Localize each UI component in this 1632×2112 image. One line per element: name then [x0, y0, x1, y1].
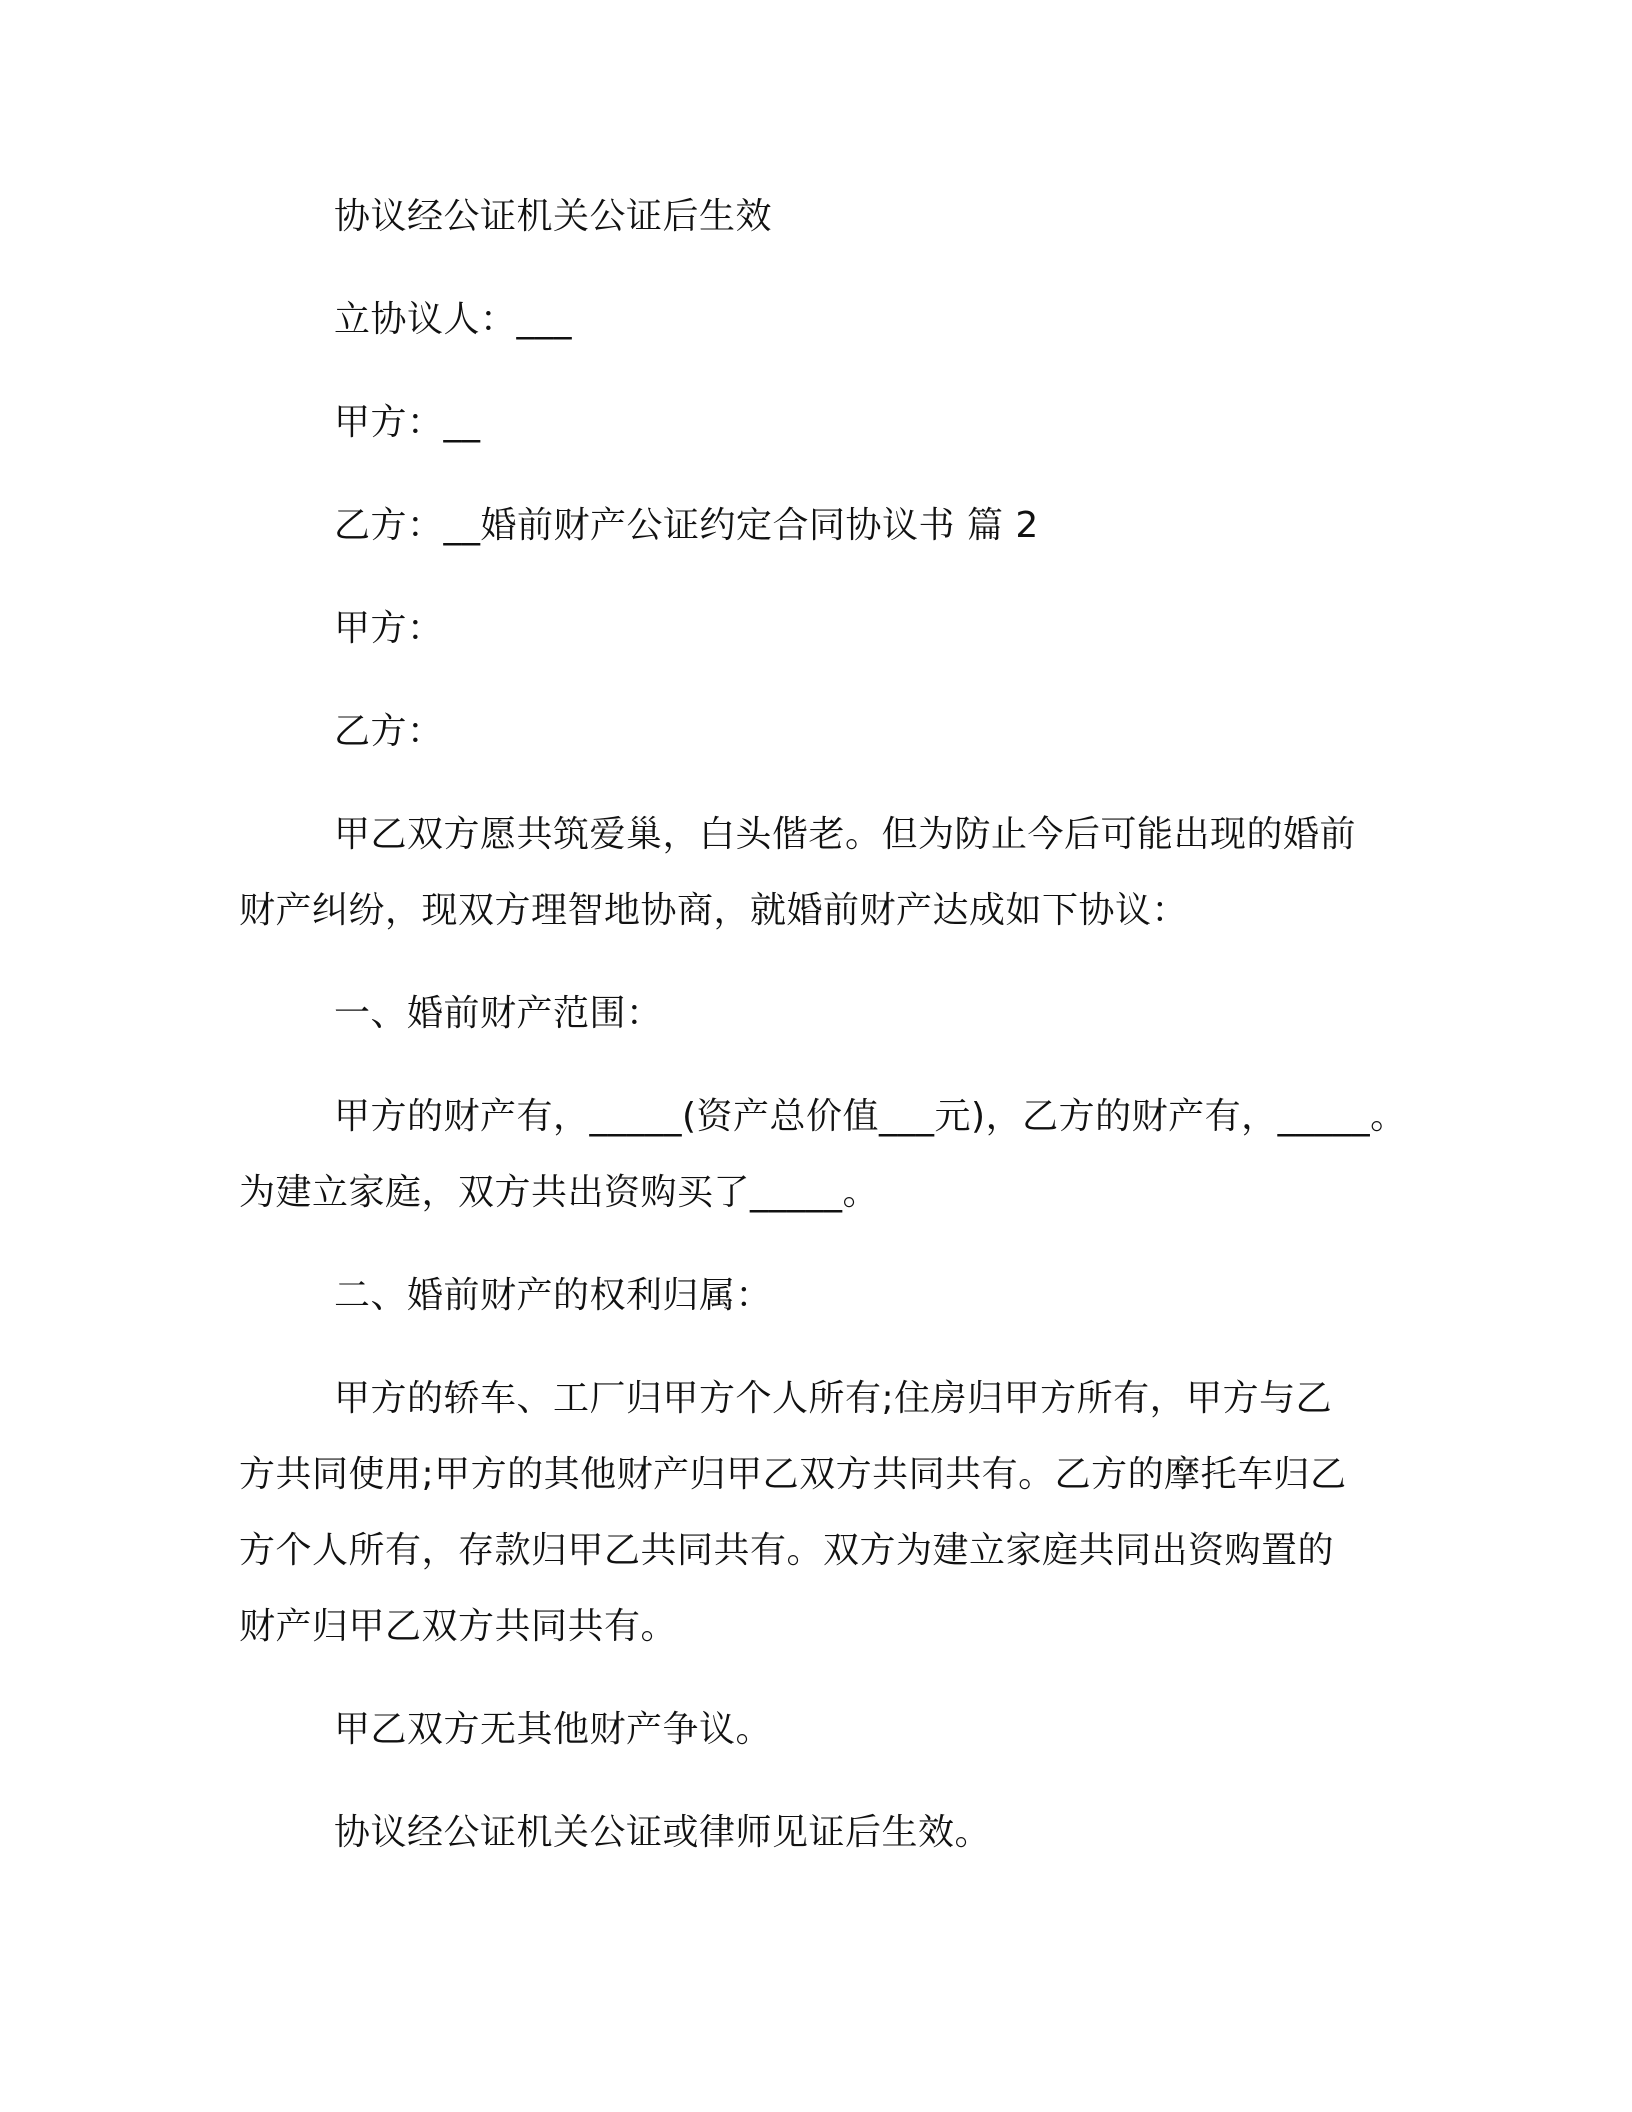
- section-one-heading: 一、婚前财产范围：: [334, 993, 663, 1034]
- section-two-line-4: 财产归甲乙双方共同共有。: [239, 1606, 678, 1647]
- section-two-heading: 二、婚前财产的权利归属：: [334, 1275, 773, 1316]
- no-dispute-line: 甲乙双方无其他财产争议。: [334, 1709, 773, 1750]
- section-two-line-3: 方个人所有，存款归甲乙共同共有。双方为建立家庭共同出资购置的: [239, 1530, 1335, 1571]
- party-b-title-line: 乙方：__婚前财产公证约定合同协议书 篇 2: [334, 505, 1039, 546]
- agreement-party-line: 立协议人：___: [334, 299, 573, 340]
- section-one-line-2: 为建立家庭，双方共出资购买了_____。: [239, 1172, 880, 1213]
- party-b-label: 乙方：: [334, 711, 444, 752]
- section-two-line-1: 甲方的轿车、工厂归甲方个人所有;住房归甲方所有，甲方与乙: [334, 1378, 1333, 1419]
- preamble-line-1: 甲乙双方愿共筑爱巢，白头偕老。但为防止今后可能出现的婚前: [334, 814, 1357, 855]
- section-two-line-2: 方共同使用;甲方的其他财产归甲乙双方共同共有。乙方的摩托车归乙: [239, 1454, 1347, 1495]
- section-one-line-1: 甲方的财产有，_____(资产总价值___元)，乙方的财产有，_____。: [334, 1096, 1407, 1137]
- party-a-line: 甲方：__: [334, 402, 481, 443]
- preamble-line-2: 财产纠纷，现双方理智地协商，就婚前财产达成如下协议：: [239, 890, 1189, 931]
- notarization-effect-line: 协议经公证机关公证后生效: [334, 196, 773, 237]
- party-a-label: 甲方：: [334, 608, 444, 649]
- effectiveness-line: 协议经公证机关公证或律师见证后生效。: [334, 1812, 992, 1853]
